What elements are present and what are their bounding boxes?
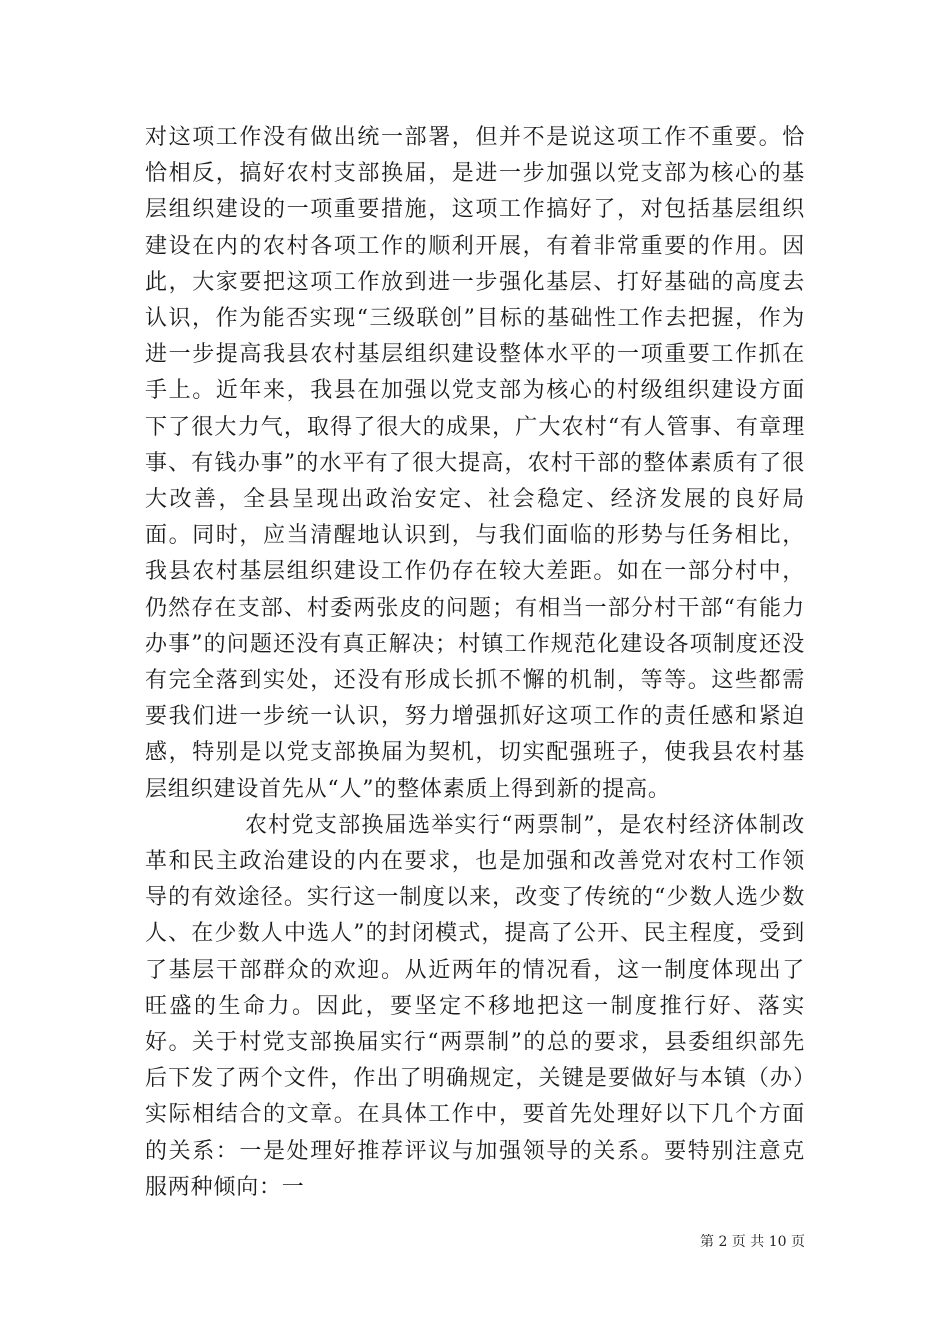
document-body [145, 120, 805, 1206]
page-number-footer: 第 2 页 共 10 页 [700, 1234, 805, 1250]
paragraph-1: 对这项工作没有做出统一部署，但并不是说这项工作不重要。恰恰相反，搞好农村支部换届，是进一步加强以党支部为核心的基层组织建设的一项重要措施，这项工作搞好了，对包括基层组织建设在内的农村各项工作的顺利开展，有着非常重要的作用。因此，大家要把这项工作放到进一步强化基层、打好基础的高度去认识，作为能否实现“三级联创”目标的基础性工作去把握，作为进一步提高我县农村基层组织建设整体水平的一项重要工作抓在手上。近年来，我县在加强以党支部为核心的村级组织建设方面下了很大力气，取得了很大的成果，广大农村“有人管事、有章理事、有钱办事”的水平有了很大提高，农村干部的整体素质有了很大改善，全县呈现出政治安定、社会稳定、经济发展的良好局面。同时，应当清醒地认识到，与我们面临的形势与任务相比，我县农村基层组织建设工作仍存在较大差距。如在一部分村中，仍然存在支部、村委两张皮的问题；有相当一部分村干部“有能力办事”的问题还没有真正解决；村镇工作规范化建设各项制度还没有完全落到实处，还没有形成长抓不懈的机制，等等。这些都需要我们进一步统一认识，努力增强抓好这项工作的责任感和紧迫感，特别是以党支部换届为契机，切实配强班子，使我县农村基层组织建设首先从“人”的整体素质上得到新的提高。 [145, 125, 805, 802]
paragraph-2: 农村党支部换届选举实行“两票制”，是农村经济体制改革和民主政治建设的内在要求，也是加强和改善党对农村工作领导的有效途径。实行这一制度以来，改变了传统的“少数人选少数人、在少数人中选人”的封闭模式，提高了公开、民主程度，受到了基层干部群众的欢迎。从近两年的情况看，这一制度体现出了旺盛的生命力。因此，要坚定不移地把这一制度推行好、落实好。关于村党支部换届实行“两票制”的总的要求，县委组织部先后下发了两个文件，作出了明确规定，关键是要做好与本镇（办）实际相结合的文章。在具体工作中，要首先处理好以下几个方面的关系：一是处理好推荐评议与加强领导的关系。要特别注意克服两种倾向：一 [145, 812, 805, 1200]
